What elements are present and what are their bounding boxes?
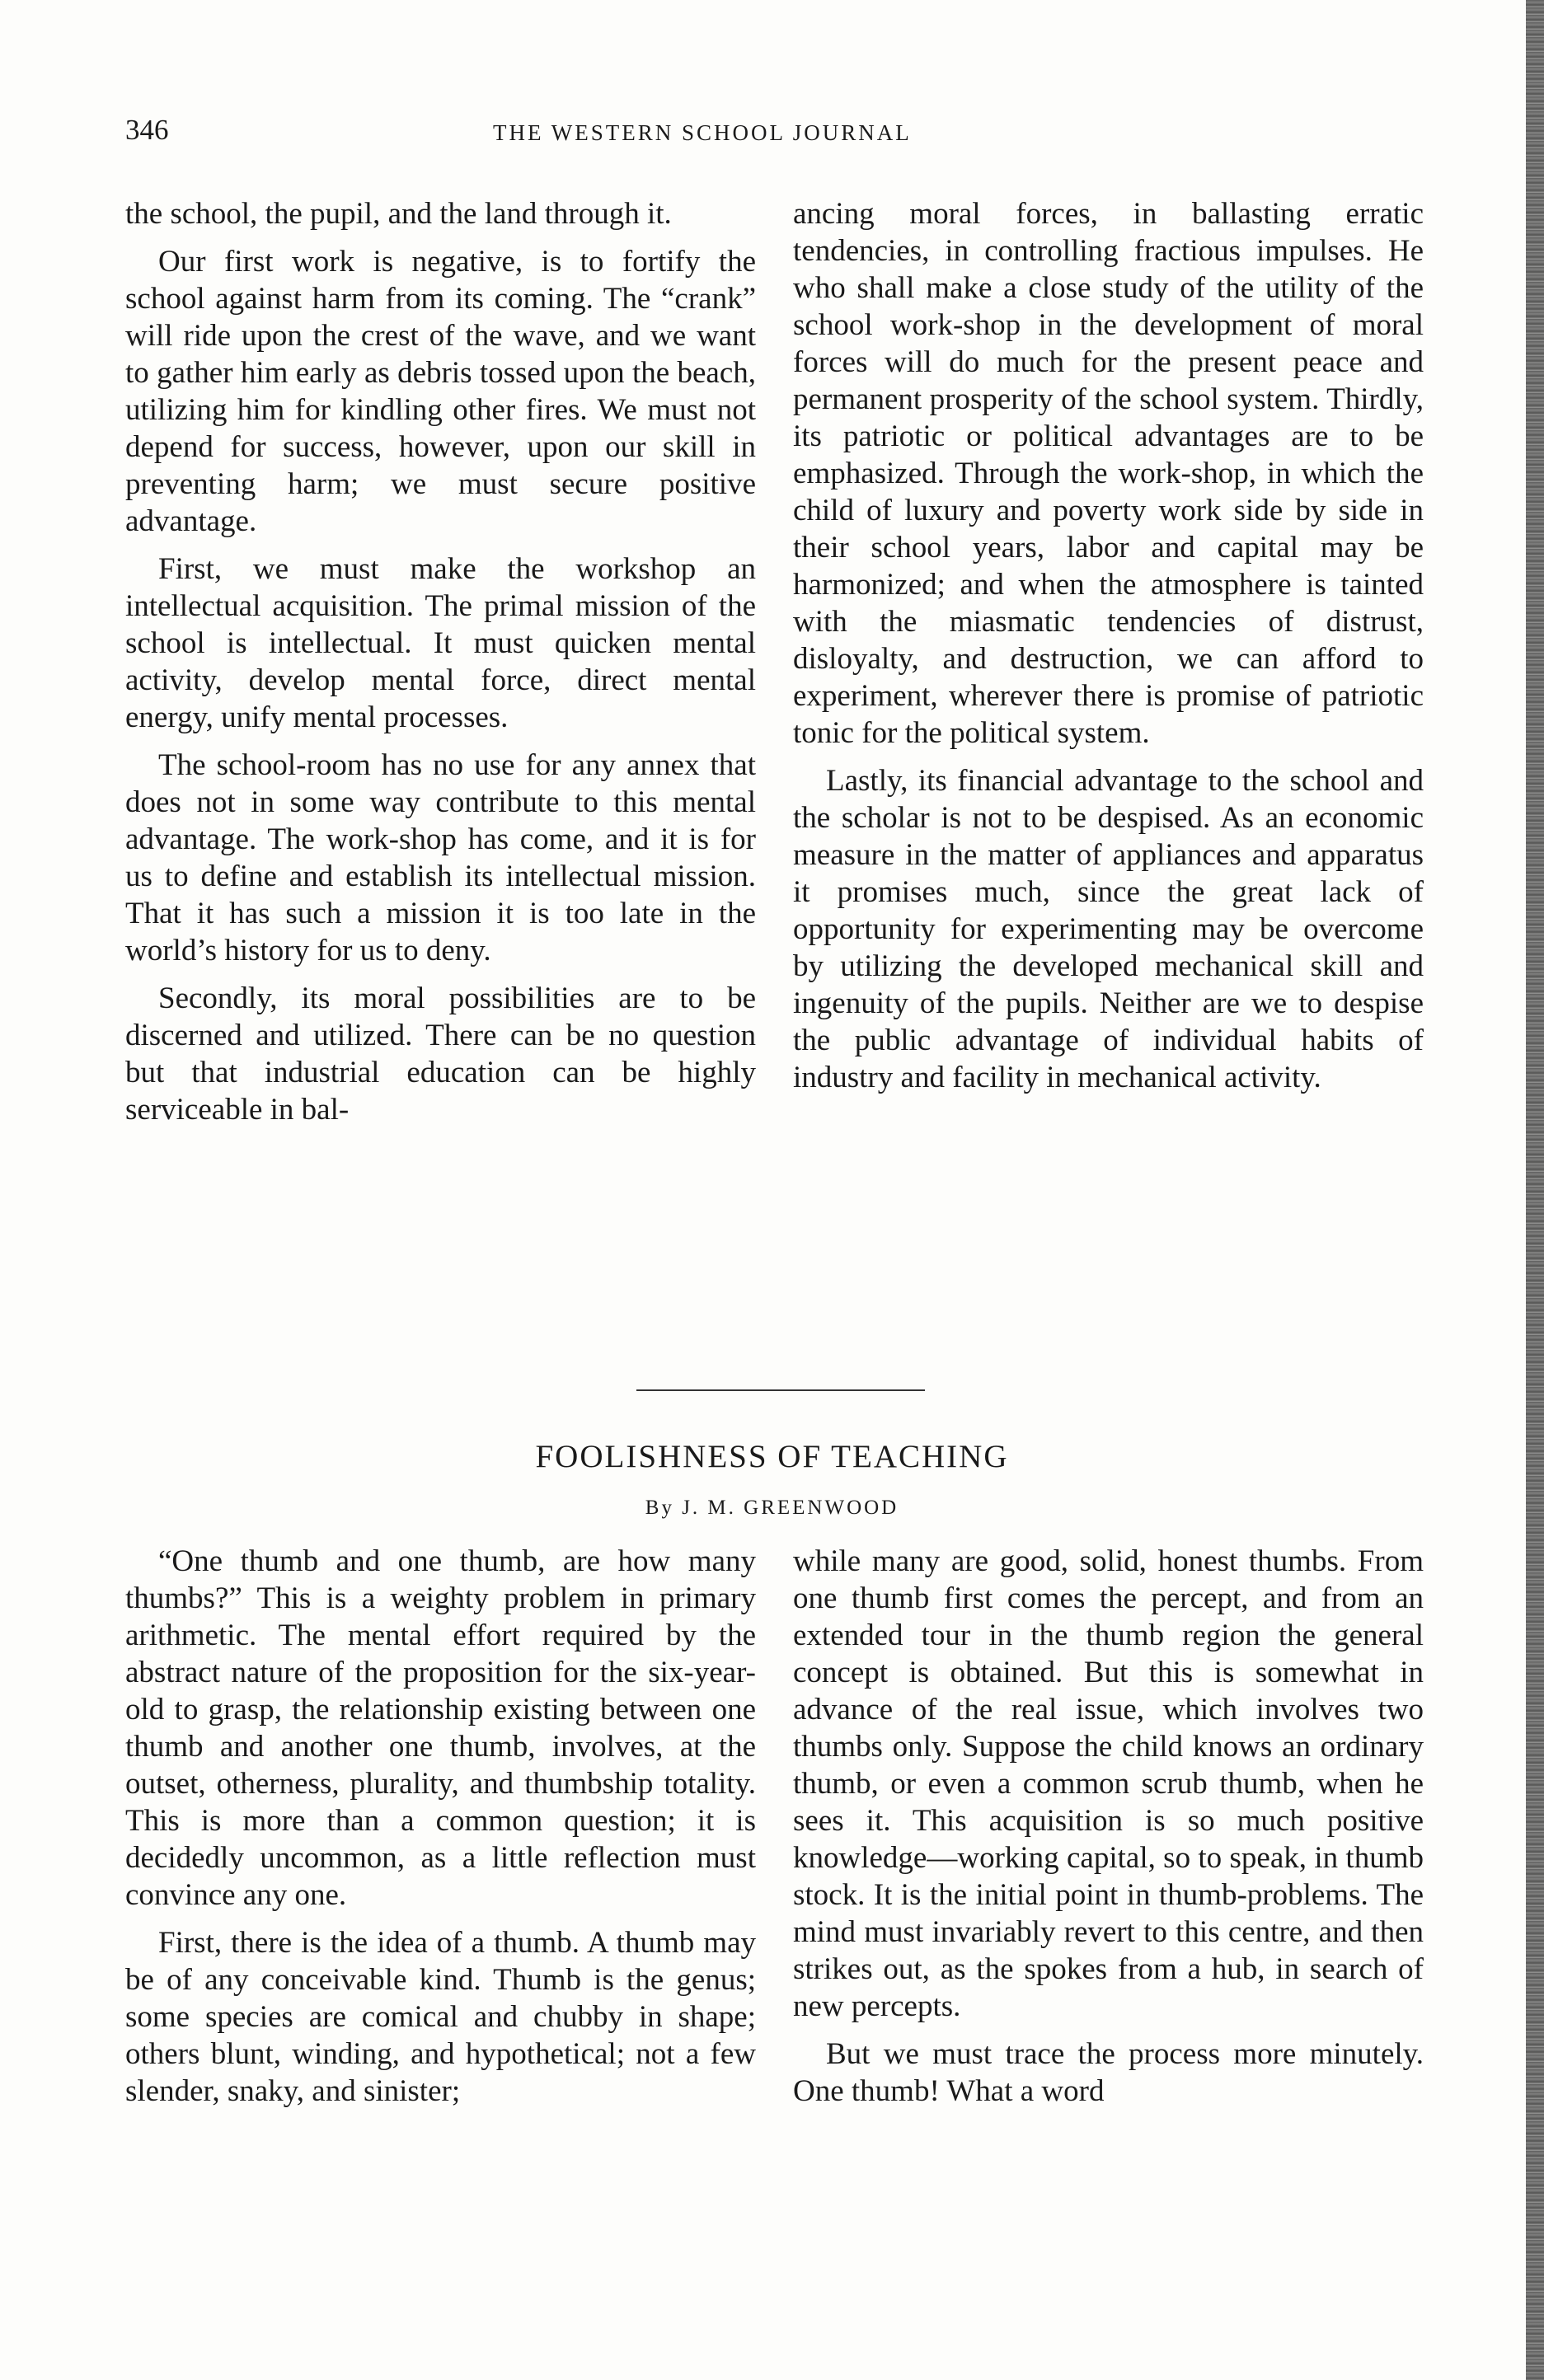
article2-column-right (793, 1543, 1424, 2120)
article-byline: By J. M. GREENWOOD (645, 1497, 899, 1519)
paragraph: Lastly, its financial advantage to the school and the scholar is not to be despised. As an economic measure in the matter of appliances and apparatus it promises much, since the great lack of opportunity for experimenting may be overcome by utilizing the developed mechanical skill and ingenuity of the pupils. Neither are we to despise the public advantage of individual habits of industry and facility in mechanical activity. (793, 764, 1424, 1094)
paragraph: the school, the pupil, and the land through it. (125, 197, 672, 231)
paragraph: Our first work is negative, is to fortify the school against harm from its coming. The “crank” will ride upon the crest of the wave, and we want to gather him early as debris tossed upon the beach, utilizing him for kindling other fires. We must not depend for success, however, upon our skill in preventing harm; we must secure positive advantage. (125, 245, 756, 538)
paragraph: “One thumb and one thumb, are how many thumbs?” This is a weighty problem in primary arithmetic. The mental effort required by the abstract nature of the proposition for the six-year-old to grasp, the relationship existing between one thumb and another one thumb, involves, at the outset, otherness, plurality, and thumbship totality. This is more than a common question; it is decidedly uncommon, as a little reflection must convince any one. (125, 1544, 756, 1912)
paragraph: The school-room has no use for any annex that does not in some way contribute to this mental advantage. The work-shop has come, and it is for us to define and establish its intellectual mission. That it has such a mission it is too late in the world’s history for us to deny. (125, 748, 756, 967)
paragraph: ancing moral forces, in ballasting erratic tendencies, in controlling fractious impulses. He who shall make a close study of the utility of the school work-shop in the development of moral forces will do much for the present peace and permanent prosperity of the school system. Thirdly, its patriotic or political advantages are to be emphasized. Through the work-shop, in which the child of luxury and poverty work side by side in their school years, labor and capital may be harmonized; and when the atmosphere is tainted with the miasmatic tendencies of distrust, disloyalty, and destruction, we can afford to experiment, wherever there is promise of patriotic tonic for the political system. (793, 197, 1424, 750)
section-divider (636, 1389, 925, 1391)
paragraph: Secondly, its moral possibilities are to be discerned and utilized. There can be no question but that industrial education can be highly serviceable in bal- (125, 982, 756, 1127)
paragraph: But we must trace the process more minutely. One thumb! What a word (793, 2037, 1424, 2108)
page-binding-edge (1526, 0, 1544, 2380)
page-number: 346 (125, 114, 169, 146)
paragraph: First, we must make the workshop an intellectual acquisition. The primal mission of the school is intellectual. It must quicken mental activity, develop mental force, direct mental energy, unify mental processes. (125, 552, 756, 734)
article1-column-left (125, 195, 756, 1139)
running-header (125, 114, 1436, 155)
paragraph: while many are good, solid, honest thumbs. From one thumb first comes the percept, and from an extended tour in the thumb region the general concept is obtained. But this is somewhat in advance of the real issue, which involves two thumbs only. Suppose the child knows an ordinary thumb, or even a common scrub thumb, when he sees it. This acquisition is so much positive knowledge—working capital, so to speak, in thumb stock. It is the initial point in thumb-problems. The mind must invariably revert to this centre, and then strikes out, as the spokes from a hub, in search of new percepts. (793, 1544, 1424, 2023)
article-title: FOOLISHNESS OF TEACHING (535, 1439, 1009, 1474)
article2-column-left (125, 1543, 756, 2120)
journal-title: THE WESTERN SCHOOL JOURNAL (493, 120, 912, 145)
article1-column-right (793, 195, 1424, 1107)
paragraph: First, there is the idea of a thumb. A thumb may be of any conceivable kind. Thumb is the genus; some species are comical and chubby in shape; others blunt, winding, and hypothetical; not a few slender, snaky, and sinister; (125, 1926, 756, 2108)
